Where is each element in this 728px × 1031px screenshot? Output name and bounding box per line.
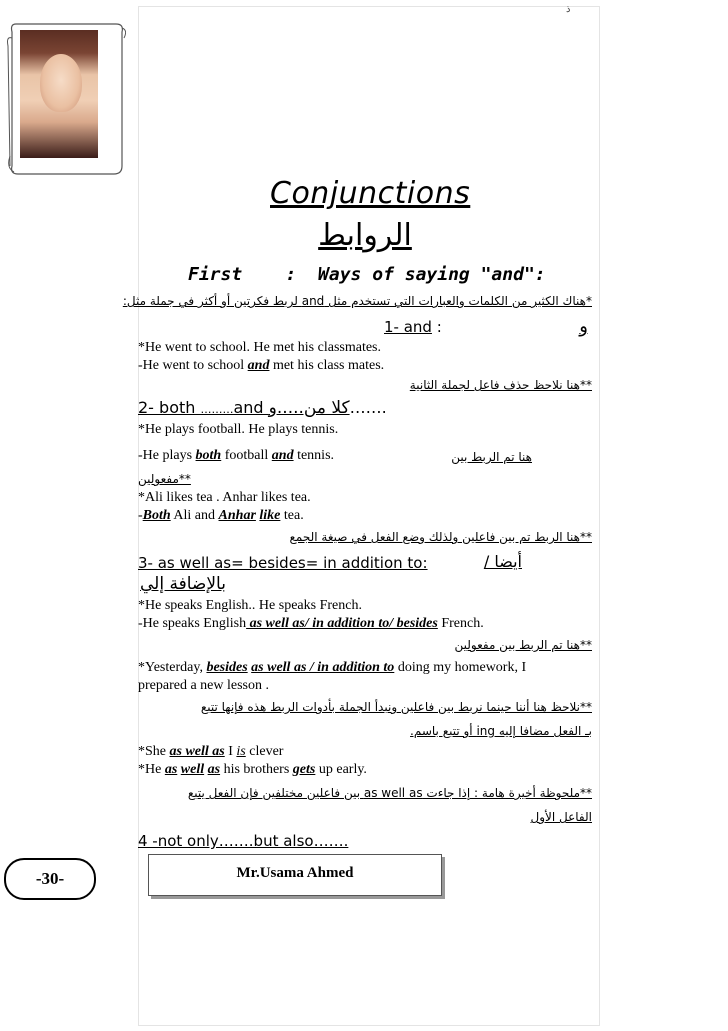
section-3-heading: 3- as well as= besides= in addition to:	[138, 554, 428, 572]
example-line: *Ali likes tea . Anhar likes tea.	[138, 490, 311, 505]
example-line: *He plays football. He plays tennis.	[138, 422, 339, 437]
example-line: -He went to school and met his class mates.	[138, 358, 385, 373]
page-title-arabic: الروابط	[318, 218, 412, 253]
note-arabic: **ملحوظة أخيرة هامة : إذا جاءت as well as بين فاعلين مختلفين فإن الفعل يتبع	[187, 786, 592, 800]
corner-mark: ذ	[566, 4, 571, 15]
intro-arabic: *هناك الكثير من الكلمات والعبارات التي تستخدم مثل and لربط فكرتين أو أكثر في جملة مثل:	[122, 294, 592, 308]
example-line: *She as well as I is clever	[138, 744, 284, 759]
section-3-arabic-2: بالإضافة إلي	[140, 574, 226, 594]
note-arabic: **نلاحظ هنا أننا حينما نربط بين فاعلين ونبدأ الجملة بأدوات الربط هذه فإنها تتبع	[200, 700, 592, 714]
note-arabic: **هنا تم الربط بين مفعولين	[454, 638, 592, 652]
section-1-arabic: و	[579, 316, 588, 337]
section-2-heading: 2- both ………and كلا من.....و…….	[138, 398, 387, 418]
example-line: *He as well as his brothers gets up early.	[138, 762, 367, 777]
section-heading: First : Ways of saying "and":	[188, 264, 546, 285]
example-line: *He went to school. He met his classmates.	[138, 340, 382, 355]
example-line: -Both Ali and Anhar like tea.	[138, 508, 304, 523]
example-line: -He speaks English as well as/ in addition to/ besides French.	[138, 616, 484, 631]
section-1-heading: 1- and :	[384, 318, 442, 336]
author-banner: Mr.Usama Ahmed	[148, 854, 442, 896]
section-4-heading: 4 -not only…….but also…….	[138, 832, 349, 850]
note-arabic: هنا تم الربط بين	[451, 450, 532, 464]
example-line: *He speaks English.. He speaks French.	[138, 598, 362, 613]
note-arabic: بـ الفعل مضافا إليه ing أو تتبع باسم.	[410, 724, 592, 738]
page-title: Conjunctions	[270, 176, 471, 211]
section-3-arabic: أيضا /	[483, 552, 522, 571]
portrait-photo	[20, 30, 98, 158]
note-arabic: **هنا نلاحظ حذف فاعل لجملة الثانية	[409, 378, 592, 392]
page-number: -30-	[4, 858, 96, 900]
note-arabic: الفاعل الأول	[530, 810, 592, 824]
example-line: prepared a new lesson .	[138, 678, 270, 693]
example-line: *Yesterday, besides as well as / in addition to doing my homework, I	[138, 660, 527, 675]
note-arabic: **مفعولين	[138, 472, 191, 486]
note-arabic: **هنا الربط تم بين فاعلين ولذلك وضع الفعل في صيغة الجمع	[289, 530, 592, 544]
example-line: -He plays both football and tennis.	[138, 448, 335, 463]
